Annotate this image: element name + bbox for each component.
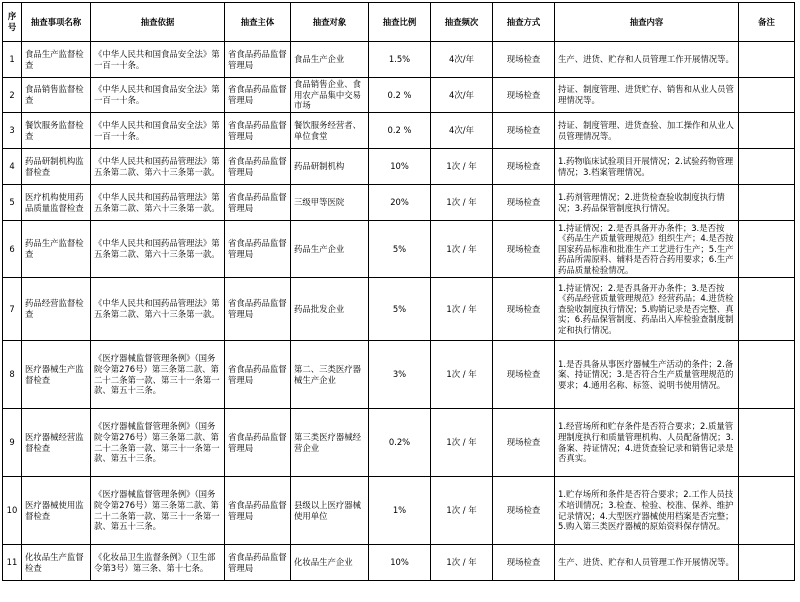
cell-method: 现场检查 — [493, 149, 555, 185]
header-row — [3, 3, 795, 42]
cell-remark — [739, 409, 795, 477]
cell-item: 餐饮服务监督检查 — [22, 113, 91, 149]
cell-basis: 《中华人民共和国食品安全法》第一百一十条。 — [91, 113, 225, 149]
cell-remark — [739, 545, 795, 581]
cell-seq: 9 — [3, 409, 22, 477]
cell-object: 餐饮服务经营者、单位食堂 — [291, 113, 369, 149]
cell-freq: 1次 / 年 — [431, 341, 493, 409]
header-object: 抽查对象 — [291, 3, 369, 42]
cell-seq: 3 — [3, 113, 22, 149]
cell-freq: 1次 / 年 — [431, 185, 493, 221]
cell-object: 药品批发企业 — [291, 278, 369, 341]
cell-subject: 省食品药品监督管理局 — [225, 221, 291, 278]
cell-item: 药品经营监督检查 — [22, 278, 91, 341]
cell-object: 药品生产企业 — [291, 221, 369, 278]
cell-content: 1.是否具备从事医疗器械生产活动的条件；2.备案、持证情况；3.是否符合生产质量管理规范的要求；4.通用名称、标签、说明书使用情况。 — [555, 341, 739, 409]
cell-ratio: 0.2% — [369, 409, 431, 477]
cell-object: 三级甲等医院 — [291, 185, 369, 221]
cell-freq: 1次 / 年 — [431, 221, 493, 278]
cell-method: 现场检查 — [493, 545, 555, 581]
cell-object: 第二、三类医疗器械生产企业 — [291, 341, 369, 409]
cell-seq: 6 — [3, 221, 22, 278]
cell-remark — [739, 278, 795, 341]
cell-content: 1.经营场所和贮存条件是否符合要求；2.质量管理制度执行和质量管理机构、人员配备情况；3.备案、持证情况；4.进货查验记录和销售记录是否真实。 — [555, 409, 739, 477]
cell-object: 第三类医疗器械经营企业 — [291, 409, 369, 477]
cell-ratio: 20% — [369, 185, 431, 221]
table-row — [3, 341, 795, 409]
table-row — [3, 78, 795, 113]
cell-seq: 8 — [3, 341, 22, 409]
table-row — [3, 409, 795, 477]
cell-freq: 1次 / 年 — [431, 477, 493, 545]
cell-freq: 1次 / 年 — [431, 149, 493, 185]
cell-content: 1.药剂管理情况；2.进货检查验收制度执行情况；3.药品保管制度执行情况。 — [555, 185, 739, 221]
cell-freq: 1次 / 年 — [431, 409, 493, 477]
cell-remark — [739, 185, 795, 221]
inspection-table — [2, 2, 795, 581]
cell-ratio: 5% — [369, 221, 431, 278]
cell-item: 医疗器械使用监督检查 — [22, 477, 91, 545]
cell-remark — [739, 221, 795, 278]
cell-seq: 10 — [3, 477, 22, 545]
cell-subject: 省食品药品监督管理局 — [225, 409, 291, 477]
table-row — [3, 113, 795, 149]
cell-basis: 《中华人民共和国食品安全法》第一百一十条。 — [91, 42, 225, 78]
header-content: 抽查内容 — [555, 3, 739, 42]
cell-subject: 省食品药品监督管理局 — [225, 113, 291, 149]
cell-item: 化妆品生产监督检查 — [22, 545, 91, 581]
cell-ratio: 3% — [369, 341, 431, 409]
cell-subject: 省食品药品监督管理局 — [225, 78, 291, 113]
cell-object: 县级以上医疗器械使用单位 — [291, 477, 369, 545]
cell-ratio: 0.2 % — [369, 78, 431, 113]
table-row — [3, 477, 795, 545]
cell-method: 现场检查 — [493, 409, 555, 477]
header-remark: 备注 — [739, 3, 795, 42]
cell-subject: 省食品药品监督管理局 — [225, 185, 291, 221]
cell-subject: 省食品药品监督管理局 — [225, 42, 291, 78]
cell-object: 食品生产企业 — [291, 42, 369, 78]
table-row — [3, 221, 795, 278]
cell-basis: 《化妆品卫生监督条例》（卫生部令第3号）第三条、第十七条。 — [91, 545, 225, 581]
header-ratio: 抽查比例 — [369, 3, 431, 42]
cell-object: 化妆品生产企业 — [291, 545, 369, 581]
table-row — [3, 42, 795, 78]
cell-seq: 2 — [3, 78, 22, 113]
cell-content: 持证、制度管理、进货贮存、销售和从业人员管理情况等。 — [555, 78, 739, 113]
cell-basis: 《医疗器械监督管理条例》（国务院令第276号）第三条第二款、第二十二条第一款、第三十一条第一款、第五十三条。 — [91, 409, 225, 477]
cell-remark — [739, 149, 795, 185]
cell-item: 药品研制机构监督检查 — [22, 149, 91, 185]
cell-content: 1.药物临床试验项目开展情况；2.试验药物管理情况；3.档案管理情况。 — [555, 149, 739, 185]
table-row — [3, 278, 795, 341]
header-basis: 抽查依据 — [91, 3, 225, 42]
cell-content: 1.持证情况；2.是否具备开办条件；3.是否按《药品生产质量管理规范》组织生产；4.是否按国家药品标准和批准生产工艺进行生产；5.生产药品所需原料、辅料是否符合药用要求；6.生产药品质量检验情况。 — [555, 221, 739, 278]
cell-content: 持证、制度管理、进货查验、加工操作和从业人员管理情况等。 — [555, 113, 739, 149]
cell-subject: 省食品药品监督管理局 — [225, 545, 291, 581]
cell-content: 生产、进货、贮存和人员管理工作开展情况等。 — [555, 42, 739, 78]
cell-method: 现场检查 — [493, 221, 555, 278]
cell-ratio: 0.2 % — [369, 113, 431, 149]
cell-ratio: 1% — [369, 477, 431, 545]
cell-item: 医疗器械经营监督检查 — [22, 409, 91, 477]
cell-subject: 省食品药品监督管理局 — [225, 278, 291, 341]
table-row — [3, 149, 795, 185]
cell-subject: 省食品药品监督管理局 — [225, 341, 291, 409]
cell-subject: 省食品药品监督管理局 — [225, 149, 291, 185]
cell-seq: 7 — [3, 278, 22, 341]
cell-freq: 1次 / 年 — [431, 278, 493, 341]
cell-item: 药品生产监督检查 — [22, 221, 91, 278]
cell-ratio: 1.5% — [369, 42, 431, 78]
cell-content: 1.贮存场所和条件是否符合要求；2.工作人员技术培训情况；3.检查、检验、校准、保养、维护记录情况；4.大型医疗器械使用档案是否完整；5.购入第三类医疗器械的原始资料保存情况。 — [555, 477, 739, 545]
cell-object: 药品研制机构 — [291, 149, 369, 185]
cell-freq: 4次/年 — [431, 42, 493, 78]
cell-basis: 《中华人民共和国药品管理法》第五条第二款、第六十三条第一款。 — [91, 185, 225, 221]
cell-ratio: 5% — [369, 278, 431, 341]
cell-item: 食品生产监督检查 — [22, 42, 91, 78]
cell-basis: 《中华人民共和国药品管理法》第五条第二款、第六十三条第一款。 — [91, 278, 225, 341]
cell-seq: 4 — [3, 149, 22, 185]
cell-remark — [739, 477, 795, 545]
cell-content: 生产、进货、贮存和人员管理工作开展情况等。 — [555, 545, 739, 581]
cell-remark — [739, 341, 795, 409]
header-item: 抽查事项名称 — [22, 3, 91, 42]
cell-object: 食品销售企业、食用农产品集中交易市场 — [291, 78, 369, 113]
cell-ratio: 10% — [369, 545, 431, 581]
header-subject: 抽查主体 — [225, 3, 291, 42]
cell-seq: 5 — [3, 185, 22, 221]
cell-method: 现场检查 — [493, 278, 555, 341]
cell-seq: 11 — [3, 545, 22, 581]
cell-freq: 1次 / 年 — [431, 545, 493, 581]
cell-method: 现场检查 — [493, 477, 555, 545]
cell-ratio: 10% — [369, 149, 431, 185]
cell-method: 现场检查 — [493, 113, 555, 149]
cell-item: 食品销售监督检查 — [22, 78, 91, 113]
table-row — [3, 545, 795, 581]
cell-method: 现场检查 — [493, 42, 555, 78]
table-row — [3, 185, 795, 221]
cell-freq: 4次/年 — [431, 78, 493, 113]
cell-basis: 《医疗器械监督管理条例》（国务院令第276号）第三条第二款、第二十二条第一款、第三十一条第一款、第五十三条。 — [91, 341, 225, 409]
cell-method: 现场检查 — [493, 185, 555, 221]
header-method: 抽查方式 — [493, 3, 555, 42]
cell-basis: 《中华人民共和国药品管理法》第五条第二款、第六十三条第一款。 — [91, 149, 225, 185]
cell-remark — [739, 78, 795, 113]
cell-method: 现场检查 — [493, 341, 555, 409]
cell-subject: 省食品药品监督管理局 — [225, 477, 291, 545]
cell-item: 医疗器械生产监督检查 — [22, 341, 91, 409]
header-seq: 序号 — [3, 3, 22, 42]
cell-content: 1.持证情况；2.是否具备开办条件；3.是否按《药品经营质量管理规范》经营药品；4.进货检查验收制度执行情况；5.购销记录是否完整、真实；6.药品保管制度、药品出入库检验查制度制定和执行情况。 — [555, 278, 739, 341]
cell-basis: 《中华人民共和国食品安全法》第一百一十条。 — [91, 78, 225, 113]
cell-item: 医疗机构使用药品质量监督检查 — [22, 185, 91, 221]
cell-basis: 《医疗器械监督管理条例》（国务院令第276号）第三条第二款、第二十二条第一款、第三十一条第一款、第五十三条。 — [91, 477, 225, 545]
cell-basis: 《中华人民共和国药品管理法》第五条第二款、第六十三条第一款。 — [91, 221, 225, 278]
header-freq: 抽查频次 — [431, 3, 493, 42]
cell-remark — [739, 113, 795, 149]
cell-seq: 1 — [3, 42, 22, 78]
cell-freq: 4次/年 — [431, 113, 493, 149]
cell-remark — [739, 42, 795, 78]
cell-method: 现场检查 — [493, 78, 555, 113]
